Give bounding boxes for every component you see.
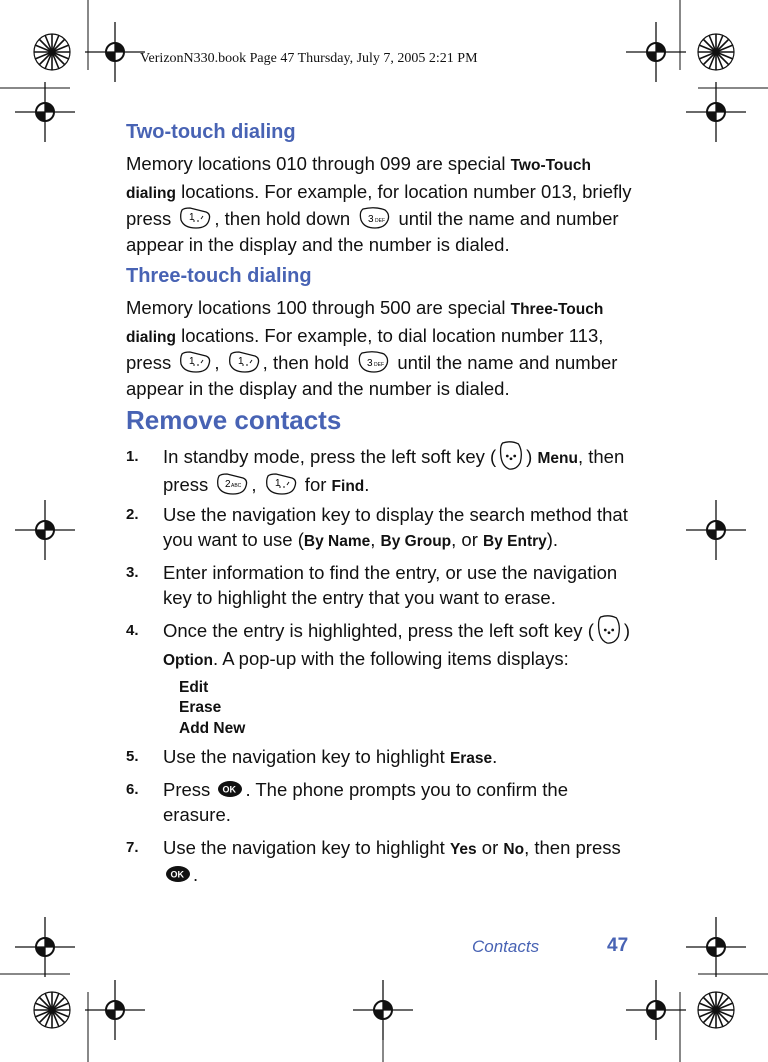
step-5: 5. Use the navigation key to highlight Erase. xyxy=(126,746,498,767)
page-number: 47 xyxy=(607,935,629,956)
two-touch-paragraph: Memory locations 010 through 099 are special Two-Touch dialing locations. For example, for location number 013, briefly press , then hold down until the name and number appear in the display and the number is dialed. xyxy=(126,153,632,255)
three-touch-paragraph: Memory locations 100 through 500 are special Three-Touch dialing locations. For example, to dial location number 113, press , , then hold until the name and number appear in the display and the number is dialed. xyxy=(126,297,618,399)
step-2: 2. Use the navigation key to display the search method that you want to use (By Name, By Group, or By Entry). xyxy=(126,504,628,550)
footer-section-name: Contacts xyxy=(472,937,540,956)
key-2-icon xyxy=(215,472,249,496)
key-1-icon xyxy=(264,472,298,496)
step-4: 4. Once the entry is highlighted, press the left soft key ( ) Option. A pop-up with the following items displays: xyxy=(126,618,636,673)
popup-item-edit: Edit xyxy=(179,679,209,696)
key-3-icon xyxy=(357,206,391,230)
three-touch-heading: Three-touch dialing xyxy=(126,265,312,287)
ok-key-icon xyxy=(217,780,243,798)
key-3-icon xyxy=(356,350,390,374)
ok-key-icon xyxy=(165,865,191,883)
print-header: VerizonN330.book Page 47 Thursday, July 7, 2005 2:21 PM xyxy=(140,51,478,66)
step-6: 6. Press . The phone prompts you to confirm the erasure. xyxy=(126,779,568,825)
key-1-icon xyxy=(178,206,212,230)
step-1: 1. In standby mode, press the left soft key ( ) Menu, then press , for Find. xyxy=(126,444,636,499)
key-1-icon xyxy=(178,350,212,374)
popup-item-erase: Erase xyxy=(179,699,222,716)
left-soft-key-icon xyxy=(498,440,524,472)
left-soft-key-icon xyxy=(596,614,622,646)
remove-contacts-heading: Remove contacts xyxy=(126,405,342,435)
step-7: 7. Use the navigation key to highlight Yes or No, then press . xyxy=(126,837,621,885)
popup-item-add-new: Add New xyxy=(179,720,246,737)
two-touch-heading: Two-touch dialing xyxy=(126,121,296,143)
step-3: 3. Enter information to find the entry, or use the navigation key to highlight the entry that you want to erase. xyxy=(126,562,618,608)
key-1-icon xyxy=(227,350,261,374)
